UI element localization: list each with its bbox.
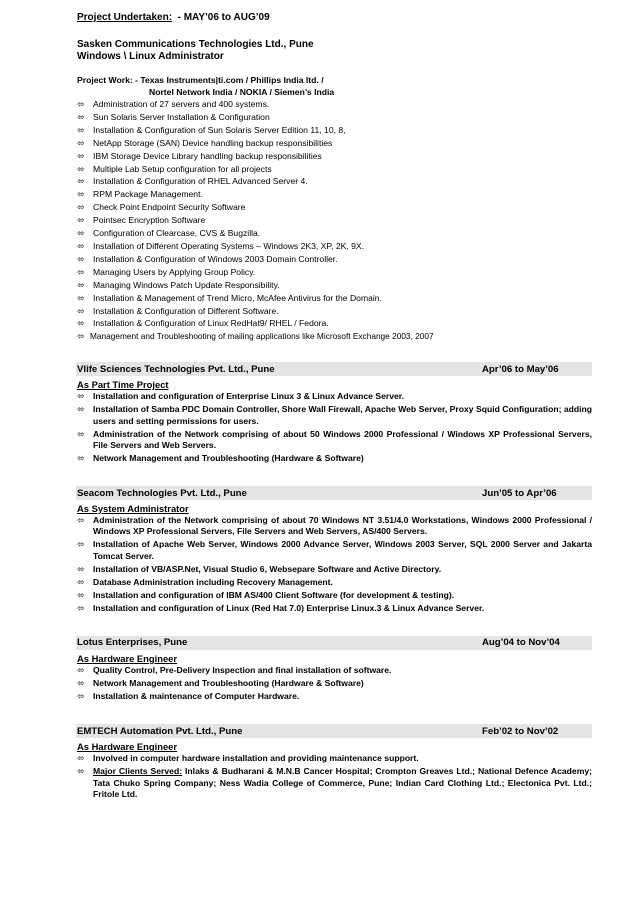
company-dates: Feb’02 to Nov’02 (482, 725, 559, 737)
list-item: ⬄ Pointsec Encryption Software (77, 215, 206, 226)
list-item: ⬄ Installation & maintenance of Computer Hardware. (77, 691, 300, 702)
double-arrow-icon: ⬄ (77, 111, 85, 122)
resume-page (77, 12, 592, 802)
double-arrow-icon: ⬄ (77, 176, 85, 187)
project-undertaken-line (77, 12, 592, 24)
double-arrow-icon: ⬄ (77, 576, 85, 587)
list-item: ⬄ Administration of 27 servers and 400 systems. (77, 99, 270, 109)
double-arrow-icon: ⬄ (77, 318, 85, 329)
list-item: ⬄ Managing Windows Patch Update Responsibility. (77, 279, 280, 290)
double-arrow-icon: ⬄ (77, 266, 85, 277)
role-title: As Hardware Engineer (77, 741, 178, 753)
list-item: ⬄ Installation & Management of Trend Micro, McAfee Antivirus for the Domain. (77, 292, 382, 303)
double-arrow-icon: ⬄ (77, 137, 85, 148)
list-item (77, 766, 592, 800)
lotus-items-list (77, 665, 592, 702)
role-title: As System Administrator (77, 503, 189, 514)
major-clients-label: Major Clients Served: (93, 766, 183, 777)
double-arrow-icon: ⬄ (77, 404, 85, 415)
project-undertaken-label: Project Undertaken: (77, 12, 173, 23)
double-arrow-icon: ⬄ (77, 664, 85, 675)
role-title: As Part Time Project (77, 379, 169, 391)
project-undertaken-dates: - MAY’06 to AUG’09 (177, 12, 270, 23)
list-item: ⬄ Managing Users by Applying Group Policy. (77, 266, 256, 277)
project-work-clients-1: Texas Instruments|ti.com / Phillips India ltd. / (140, 75, 324, 85)
seacom-items-list (77, 515, 592, 614)
vlife-items-list (77, 391, 592, 464)
sasken-items-list (77, 98, 592, 343)
double-arrow-icon: ⬄ (77, 240, 85, 251)
double-arrow-icon: ⬄ (77, 124, 85, 135)
double-arrow-icon: ⬄ (77, 163, 85, 174)
company-bar-seacom (76, 486, 592, 500)
list-item: ⬄ Network Management and Troubleshooting (Hardware & Software) (77, 678, 364, 689)
emtech-items-list (77, 753, 592, 800)
project-work-label: Project Work: - (77, 75, 141, 85)
double-arrow-icon: ⬄ (77, 215, 85, 226)
project-work-line (77, 74, 592, 86)
list-item: ⬄ Sun Solaris Server Installation & Configuration (77, 111, 270, 122)
list-item: ⬄ Installation of Samba PDC Domain Controller, Shore Wall Firewall, Apache Web Server, Proxy Squid Configuration; adding users and setting permissions for users. (77, 404, 592, 426)
company-name: Seacom Technologies Pvt. Ltd., Pune (77, 487, 247, 499)
list-item: ⬄ Database Administration including Recovery Management. (77, 576, 333, 587)
company-name: Vlife Sciences Technologies Pvt. Ltd., Pune (77, 363, 275, 375)
company-dates: Apr’06 to May’06 (482, 363, 559, 375)
list-item: ⬄ Installation & Configuration of Different Software. (77, 305, 279, 316)
company-dates: Aug’04 to Nov’04 (482, 637, 560, 649)
double-arrow-icon: ⬄ (77, 539, 85, 550)
list-item: ⬄ NetApp Storage (SAN) Device handling backup responsibilities (77, 137, 333, 148)
sasken-title: Windows \ Linux Administrator (77, 51, 224, 62)
list-item: ⬄ Network Management and Troubleshooting (Hardware & Software) (77, 452, 364, 463)
company-dates: Jun’05 to Apr’06 (482, 487, 557, 499)
double-arrow-icon: ⬄ (77, 428, 85, 439)
list-item: ⬄ Management and Troubleshooting of mailing applications like Microsoft Exchange 2003, 2007 (77, 331, 434, 342)
double-arrow-icon: ⬄ (77, 99, 85, 109)
list-item: ⬄ Quality Control, Pre-Delivery Inspection and final installation of software. (77, 664, 392, 675)
double-arrow-icon: ⬄ (77, 602, 85, 613)
list-item: ⬄ IBM Storage Device Library handling backup responsibilities (77, 150, 322, 161)
company-bar-lotus (76, 636, 592, 650)
double-arrow-icon: ⬄ (77, 228, 85, 239)
double-arrow-icon: ⬄ (77, 292, 85, 303)
project-work-clients-2: Nortel Network India / NOKIA / Siemen’s India (149, 87, 335, 97)
list-item: ⬄ Installation & Configuration of RHEL Advanced Server 4. (77, 176, 308, 187)
list-item: ⬄ RPM Package Management. (77, 189, 203, 200)
double-arrow-icon: ⬄ (77, 766, 85, 777)
list-item: ⬄ Administration of the Network comprising of about 50 Windows 2000 Professional / Windows XP Professional Servers, File Servers and Web Servers. (77, 428, 592, 450)
role-title: As Hardware Engineer (77, 652, 178, 664)
list-item: ⬄ Installation and configuration of Linux (Red Hat 7.0) Enterprise Linux.3 & Linux Advance Server. (77, 602, 485, 613)
list-item: ⬄ Installation of Apache Web Server, Windows 2000 Advance Server, Windows 2003 Server, SQL 2000 Server and Jakarta Tomcat Server. (77, 539, 592, 561)
double-arrow-icon: ⬄ (77, 563, 85, 574)
double-arrow-icon: ⬄ (77, 253, 85, 264)
list-item: ⬄ Installation & Configuration of Linux RedHat9/ RHEL / Fedora. (77, 318, 329, 329)
double-arrow-icon: ⬄ (77, 515, 85, 525)
list-item: ⬄ Installation of VB/ASP.Net, Visual Studio 6, Websepare Software and Active Directory. (77, 563, 442, 574)
double-arrow-icon: ⬄ (77, 150, 85, 161)
major-clients-text: Inlaks & Budharani & M.N.B Cancer Hospital; Crompton Greaves Ltd.; National Defence Academy; Tata Chuko Spring Company; Ness Wadia College of Commerce, Pune; Indian Card Clothing Ltd.; Electonica Pvt. Ltd.; Fritole Ltd. (93, 766, 592, 799)
list-item: ⬄ Installation and configuration of IBM AS/400 Client Software (for development & testing). (77, 589, 455, 600)
company-bar-emtech (76, 724, 592, 738)
double-arrow-icon: ⬄ (77, 331, 85, 342)
list-item: ⬄ Multiple Lab Setup configuration for all projects (77, 163, 272, 174)
double-arrow-icon: ⬄ (77, 691, 85, 702)
list-item: ⬄ Installation & Configuration of Sun Solaris Server Edition 11, 10, 8, (77, 124, 346, 135)
double-arrow-icon: ⬄ (77, 391, 85, 402)
sasken-company: Sasken Communications Technologies Ltd., Pune (77, 39, 314, 50)
list-item: ⬄ Involved in computer hardware installation and providing maintenance support. (77, 753, 419, 764)
list-item: ⬄ Configuration of Clearcase, CVS & Bugzilla. (77, 228, 261, 239)
double-arrow-icon: ⬄ (77, 189, 85, 200)
list-item: ⬄ Administration of the Network comprising of about 70 Windows NT 3.51/4.0 Workstations, Windows 2000 Professional / Windows XP Professional Servers, File Servers and Web Servers, AS/400 Servers. (77, 515, 592, 537)
list-item: ⬄ Check Point Endpoint Security Software (77, 202, 246, 213)
list-item: ⬄ Installation of Different Operating Systems – Windows 2K3, XP, 2K, 9X. (77, 240, 365, 251)
list-item: ⬄ Installation & Configuration of Windows 2003 Domain Controller. (77, 253, 338, 264)
double-arrow-icon: ⬄ (77, 678, 85, 689)
double-arrow-icon: ⬄ (77, 753, 85, 764)
double-arrow-icon: ⬄ (77, 202, 85, 213)
company-bar-vlife (76, 362, 592, 376)
double-arrow-icon: ⬄ (77, 589, 85, 600)
company-name: Lotus Enterprises, Pune (77, 637, 188, 649)
list-item: ⬄ Installation and configuration of Enterprise Linux 3 & Linux Advance Server. (77, 391, 405, 402)
company-name: EMTECH Automation Pvt. Ltd., Pune (77, 725, 243, 737)
double-arrow-icon: ⬄ (77, 279, 85, 290)
double-arrow-icon: ⬄ (77, 452, 85, 463)
double-arrow-icon: ⬄ (77, 305, 85, 316)
